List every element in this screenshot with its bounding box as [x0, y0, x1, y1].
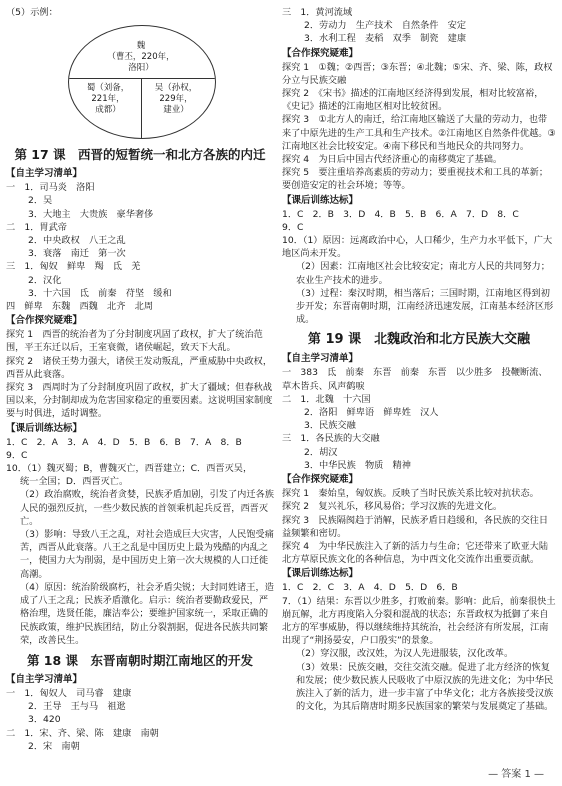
- section-header: 【合作探究疑难】: [6, 315, 83, 327]
- question10-part: 10．（1）原因：远离政治中心，人口稀少，生产力水平低下，广大地区尚未开发。: [282, 235, 553, 260]
- inquiry-1: 探究 1 秦始皇，匈奴族。反映了当时民族关系比较对抗状态。: [282, 488, 539, 500]
- list-item: 2．吴: [28, 195, 53, 207]
- list-item: 3．衰落 南迁 第一次: [28, 248, 126, 260]
- section-header: 【自主学习清单】: [6, 168, 83, 180]
- diagram-wu: 吴（孙权， 229年， 建业）: [154, 83, 198, 116]
- lesson17-title: 第 17 课 西晋的短暂统一和北方各族的内迁: [14, 147, 266, 163]
- list-item: 一 1．匈奴人 司马睿 建康: [6, 687, 132, 699]
- right-column: [282, 6, 556, 713]
- inquiry-3: 探究 3 ①北方人的南迁，给江南地区输送了大量的劳动力，也带来了中原先进的生产工具和生产技术。②江南地区自然条件优越。③江南地区社会比较安定。④南下移民和当地民众的共同努力。: [282, 114, 556, 152]
- inquiry-3: 探究 3 民族隔阂趋于消解，民族矛盾日趋缓和，各民族的交往日益频繁和密切。: [282, 514, 549, 539]
- section-header: 【自主学习清单】: [282, 353, 359, 365]
- answer-line: 1．C 2．A 3．A 4．D 5．B 6．B 7．A 8．B: [6, 436, 242, 448]
- inquiry-2: 探究 2 《宋书》描述的江南地区经济得到发展，相对比较富裕，《史记》描述的江南地区相对比较贫困。: [282, 88, 544, 113]
- list-item: 三 1．黄河流域: [282, 7, 353, 18]
- answer-line: 9．C: [282, 221, 304, 233]
- list-item: 四 鲜卑 东魏 西魏 北齐 北周: [6, 301, 153, 313]
- inquiry-4: 探究 4 为日后中国古代经济重心的南移奠定了基础。: [282, 154, 503, 166]
- section-header: 【自主学习清单】: [6, 673, 83, 685]
- question10-part: （2）政治腐败，统治者贪婪，民族矛盾加剧，引发了内迁各族人民的强烈反抗，一些少数民族的首领乘机起兵反晋，西晋灭亡。: [20, 489, 274, 527]
- diagram-divider-vertical: [141, 78, 142, 138]
- list-item: 2．宋 南朝: [28, 740, 80, 752]
- list-item: 3．420: [28, 714, 61, 726]
- question10-part: （2）因素：江南地区社会比较安定；南北方人民的共同努力；农业生产技术的进步。: [296, 261, 550, 286]
- list-item: 2．中央政权 八王之乱: [28, 235, 126, 247]
- question10-part: 10．（1）魏灭蜀；B，曹魏灭亡，西晋建立；C．西晋灭吴，: [6, 463, 253, 475]
- list-item: 二 1．北魏 十六国: [282, 393, 371, 405]
- left-column: [6, 6, 274, 753]
- list-item: 2．王导 王与马 祖逖: [28, 701, 126, 713]
- list-item: 3．水利工程 麦稻 双季 制瓷 建康: [304, 33, 467, 45]
- answer-line: 9．C: [6, 449, 28, 461]
- list-item: 3．民族交融: [304, 420, 356, 432]
- inquiry-4: 探究 4 为中华民族注入了新的活力与生命；它还带来了欧亚大陆北方草原民族文化的各种信息，为中西文化交流作出重要贡献。: [282, 540, 549, 566]
- list-item: 二 1．胃武帝: [6, 221, 67, 233]
- list-item: 一 1．司马炎 洛阳: [6, 182, 95, 194]
- lesson19-title: 第 19 课 北魏政治和北方民族大交融: [307, 332, 531, 348]
- question7-part: （2）穿汉服，改汉姓，为汉人先进服装，汉化改革。: [296, 648, 514, 660]
- answer-line: 1．C 2．B 3．D 4．B 5．B 6．A 7．D 8．C: [282, 208, 519, 220]
- diagram-divider-horizontal: [69, 78, 215, 79]
- inquiry-2: 探究 2 复兴礼乐，移风易俗；学习汉族的先进文化。: [282, 501, 503, 513]
- question7-part: （3）效果：民族交融，交往交流交融。促进了北方经济的恢复和发展；使少数民族人民吸收了中原汉族的先进文化；为中华民族注入了新的活力，进一步丰富了中华文化；北方各族接受汉族的文化，为其后隋唐时期多民族国家的繁荣与发展奠定了基础。: [296, 661, 554, 713]
- inquiry-5: 探究 5 要注重培养高素质的劳动力；要重视技术和工具的革新；要创造安定的社会环境；等等。: [282, 167, 549, 192]
- question10-part: 统一全国；D．西晋灭亡。: [20, 476, 129, 488]
- section-header: 【课后训练达标】: [282, 568, 359, 580]
- list-item: 三 1．各民族的大交融: [282, 433, 380, 445]
- section-header: 【课后训练达标】: [282, 194, 359, 206]
- list-item: 2．汉化: [28, 274, 62, 286]
- question10-part: （3）影响：导致八王之乱，对社会造成巨大灾害，人民饱受痛苦，西晋从此衰落。八王之乱是中国历史上最为残酷的内乱之一，使国力大为削弱，是中国历史上第一次大规模的人口迁徙高潮。: [20, 529, 274, 580]
- inquiry-2: 探究 2 诸侯王势力强大，诸侯王发动叛乱，严重威胁中央政权，西晋从此衰落。: [6, 355, 273, 380]
- answer-line: 1．C 2．C 3．A 4．D 5．D 6．B: [282, 582, 458, 594]
- list-item: 3．十六国 氐 前秦 苻坚 缓和: [28, 287, 172, 299]
- example-label: （5）示例：: [6, 7, 58, 18]
- inquiry-3: 探究 3 西周时为了分封制度巩固了政权，扩大了疆域；但春秋战国以来，分封制却成为危害国家稳定的重要因素。这说明国家制度要与时俱进，适时调整。: [6, 382, 273, 420]
- question10-part: （4）原因：统治阶级腐朽，社会矛盾尖锐；大封同姓诸王，造成了八王之乱；民族矛盾激化。启示：统治者要勤政爱民，严格治理，选贤任能，廉洁奉公；要维护国家统一，采取正确的民族政策，维护民族团结，防止分裂割据，促进各民族共同繁荣，改善民生。: [20, 581, 274, 646]
- list-item: 3．大地主 大贵族 豪华奢侈: [28, 208, 154, 220]
- list-item: 三 1．匈奴 鲜卑 羯 氐 羌: [6, 261, 141, 273]
- list-item: 二 1．宋、齐、梁、陈 建康 南朝: [6, 727, 159, 739]
- inquiry-1: 探究 1 ①魏；②西晋；③东晋；④北魏；⑤宋、齐、梁、陈，政权分立与民族交融: [282, 61, 553, 86]
- list-item: 一 383 氐 前秦 东晋 前秦 东晋 以少胜多 投鞭断流、草木皆兵、风声鹤唳: [282, 367, 548, 392]
- list-item: 2．胡汉: [304, 446, 338, 458]
- lesson18-title: 第 18 课 东晋南朝时期江南地区的开发: [26, 652, 254, 668]
- list-item: 2．洛阳 鲜卑语 鲜卑姓 汉人: [304, 407, 439, 419]
- diagram-shu: 蜀（刘备， 221年， 成都）: [86, 83, 130, 116]
- question7-part: 7．（1）结果：东晋以少胜多，打败前秦。影响：此后，前秦很快土崩瓦解，北方再度陷入分裂和混战的状态；东晋政权为抵御了来自北方的军事威胁，得以继续维持其统治，社会经济有所发展，江南出现了“荆扬晏安，户口殷实”的景象。: [282, 595, 556, 647]
- section-header: 【合作探究疑难】: [282, 47, 359, 59]
- page-mark: — 答案 1 —: [488, 769, 544, 780]
- diagram-wei: 魏 （曹丕，220年， 洛阳）: [107, 41, 175, 74]
- section-header: 【合作探究疑难】: [282, 474, 359, 486]
- question10-part: （3）过程：秦汉时期，相当落后；三国时期，江南地区得到初步开发；东晋南朝时期，江南经济迅速发展，江南基本经济区形成。: [296, 287, 554, 326]
- section-header: 【课后训练达标】: [6, 422, 83, 434]
- list-item: 3．中华民族 物质 精神: [304, 459, 411, 471]
- inquiry-1: 探究 1 西晋的统治者为了分封制度巩固了政权，扩大了统治范围，平王东迁以后，王室衰微，诸侯崛起，致天下大乱。: [6, 329, 263, 354]
- three-kingdoms-diagram: [6, 19, 274, 141]
- list-item: 2．劳动力 生产技术 自然条件 安定: [304, 20, 467, 32]
